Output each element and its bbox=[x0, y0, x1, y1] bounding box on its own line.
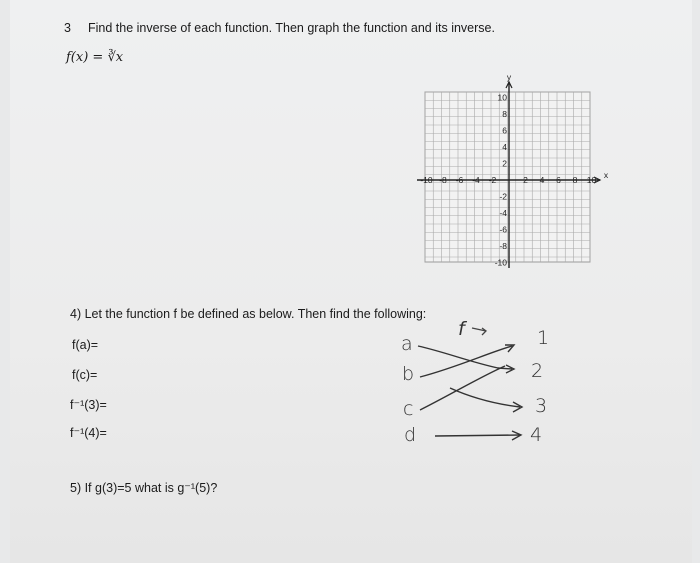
x-tick-label: -4 bbox=[472, 175, 480, 185]
mapping-range-4: 4 bbox=[530, 424, 543, 446]
question-4-item-fc: f(c)= bbox=[72, 368, 98, 382]
y-tick-label: 10 bbox=[497, 92, 507, 103]
x-tick-label: -8 bbox=[439, 175, 447, 185]
x-tick-label: 6 bbox=[556, 175, 561, 185]
question-3-function: f(x) = ∛x bbox=[66, 50, 124, 65]
y-axis-label: y bbox=[506, 72, 512, 82]
y-tick-label: -10 bbox=[494, 257, 507, 268]
x-tick-label: -2 bbox=[488, 175, 497, 185]
mapping-domain-b: b bbox=[402, 363, 415, 385]
mapping-domain-a: a bbox=[401, 333, 413, 355]
mapping-domain-d: d bbox=[404, 424, 417, 446]
x-axis-label: x bbox=[603, 170, 609, 180]
question-4-item-finv4: f⁻¹(4)= bbox=[70, 426, 107, 440]
y-tick-label: 8 bbox=[502, 109, 507, 119]
mapping-range-2: 2 bbox=[531, 360, 544, 382]
y-tick-label: 2 bbox=[502, 158, 507, 169]
y-tick-label: 4 bbox=[502, 142, 507, 152]
question-4-item-fa: f(a)= bbox=[72, 338, 99, 352]
mapping-range-1: 1 bbox=[537, 327, 550, 349]
question-5-prompt: 5) If g(3)=5 what is g⁻¹(5)? bbox=[70, 481, 218, 495]
question-4-prompt: 4) Let the function f be defined as below. Then find the following: bbox=[70, 307, 427, 321]
y-tick-label: -2 bbox=[499, 191, 507, 202]
mapping-label: f bbox=[458, 318, 465, 340]
question-4-item-finv3: f⁻¹(3)= bbox=[70, 398, 107, 412]
x-tick-label: -10 bbox=[420, 175, 433, 185]
question-3-number: 3 bbox=[64, 21, 71, 35]
x-tick-label: 10 bbox=[586, 175, 597, 185]
mapping-range-3: 3 bbox=[535, 395, 548, 417]
question-3-prompt: Find the inverse of each function. Then graph the function and its inverse. bbox=[88, 21, 495, 35]
x-tick-label: 8 bbox=[572, 175, 578, 185]
y-tick-label: -8 bbox=[499, 241, 507, 251]
x-tick-label: -6 bbox=[455, 175, 464, 185]
y-tick-label: -4 bbox=[499, 208, 507, 218]
x-tick-label: 4 bbox=[539, 175, 545, 185]
mapping-domain-c: c bbox=[403, 398, 414, 420]
y-tick-label: -6 bbox=[499, 224, 507, 235]
y-tick-label: 6 bbox=[502, 125, 507, 136]
x-tick-label: 2 bbox=[523, 175, 528, 185]
